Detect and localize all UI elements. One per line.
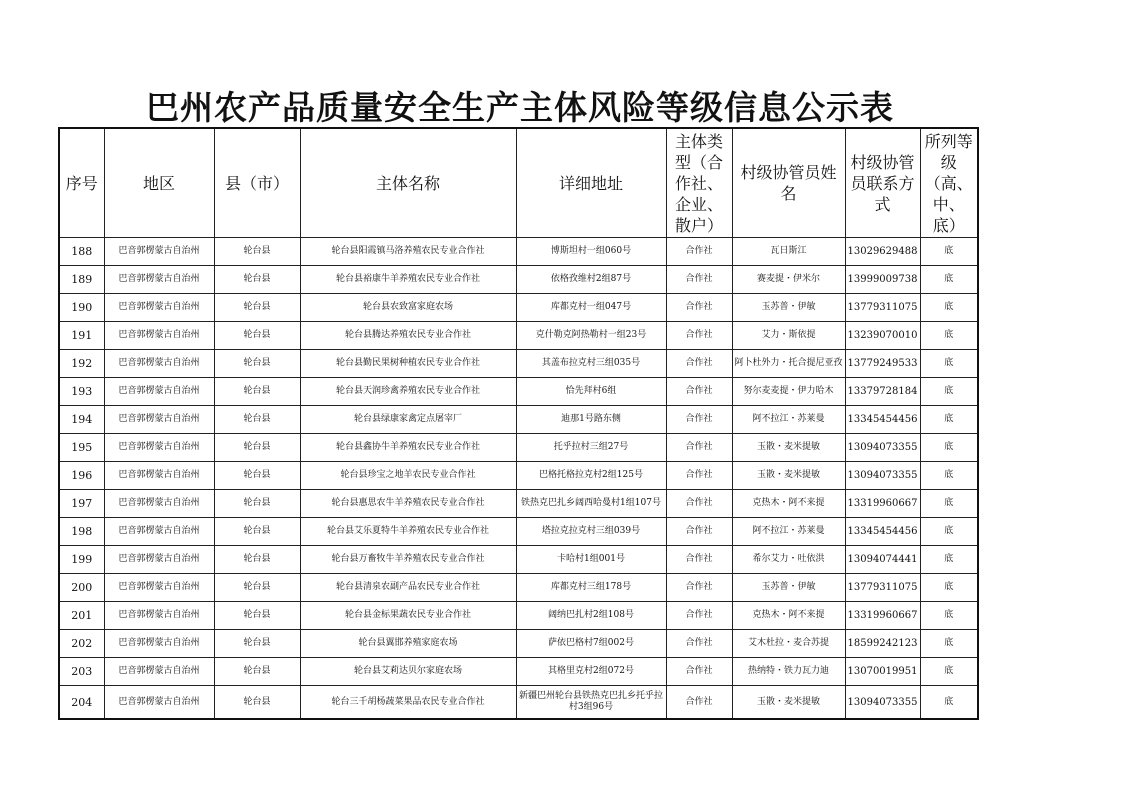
cell-address: 巴格托格拉克村2组125号	[516, 462, 666, 490]
cell-phone: 13779311075	[845, 294, 920, 322]
header-address: 详细地址	[516, 128, 666, 238]
table-row	[59, 406, 978, 434]
table-row	[59, 378, 978, 406]
cell-type: 合作社	[666, 602, 732, 630]
header-type: 主体类型（合作社、企业、散户）	[666, 128, 732, 238]
cell-address: 托乎拉村三组27号	[516, 434, 666, 462]
risk-level-table	[58, 127, 979, 720]
cell-county: 轮台县	[214, 406, 300, 434]
cell-level: 底	[920, 686, 978, 720]
cell-officer: 玉苏普・伊敏	[732, 294, 845, 322]
cell-region: 巴音郭楞蒙古自治州	[104, 574, 214, 602]
cell-entity: 轮台县艾莉达贝尔家庭农场	[300, 658, 516, 686]
table-row	[59, 630, 978, 658]
cell-entity: 轮台县农致富家庭农场	[300, 294, 516, 322]
cell-officer: 玉散・麦米提敏	[732, 686, 845, 720]
cell-type: 合作社	[666, 322, 732, 350]
cell-address: 铁热克巴扎乡阔西哈曼村1组107号	[516, 490, 666, 518]
cell-county: 轮台县	[214, 546, 300, 574]
cell-officer: 瓦日斯江	[732, 238, 845, 266]
cell-region: 巴音郭楞蒙古自治州	[104, 406, 214, 434]
cell-phone: 13239070010	[845, 322, 920, 350]
cell-county: 轮台县	[214, 238, 300, 266]
cell-phone: 13029629488	[845, 238, 920, 266]
header-level: 所列等级（高、中、底）	[920, 128, 978, 238]
cell-level: 底	[920, 294, 978, 322]
cell-type: 合作社	[666, 406, 732, 434]
cell-type: 合作社	[666, 238, 732, 266]
cell-level: 底	[920, 406, 978, 434]
cell-region: 巴音郭楞蒙古自治州	[104, 322, 214, 350]
cell-entity: 轮台县腾达养殖农民专业合作社	[300, 322, 516, 350]
table-row	[59, 266, 978, 294]
cell-phone: 13070019951	[845, 658, 920, 686]
cell-address: 依格孜维村2组87号	[516, 266, 666, 294]
cell-address: 克什勒克阿热勒村一组23号	[516, 322, 666, 350]
cell-region: 巴音郭楞蒙古自治州	[104, 378, 214, 406]
cell-level: 底	[920, 378, 978, 406]
header-entity: 主体名称	[300, 128, 516, 238]
cell-entity: 轮台县艾乐夏特牛羊养殖农民专业合作社	[300, 518, 516, 546]
cell-county: 轮台县	[214, 686, 300, 720]
header-row	[59, 128, 978, 238]
cell-type: 合作社	[666, 490, 732, 518]
table-row	[59, 294, 978, 322]
cell-region: 巴音郭楞蒙古自治州	[104, 266, 214, 294]
cell-level: 底	[920, 658, 978, 686]
cell-seq: 196	[59, 462, 104, 490]
cell-level: 底	[920, 630, 978, 658]
cell-officer: 克热木・阿不来提	[732, 490, 845, 518]
cell-county: 轮台县	[214, 434, 300, 462]
cell-seq: 199	[59, 546, 104, 574]
cell-address: 萨依巴格村7组002号	[516, 630, 666, 658]
table-row	[59, 434, 978, 462]
cell-type: 合作社	[666, 686, 732, 720]
cell-county: 轮台县	[214, 294, 300, 322]
cell-level: 底	[920, 238, 978, 266]
table-row	[59, 546, 978, 574]
cell-address: 卡哈村1组001号	[516, 546, 666, 574]
cell-seq: 198	[59, 518, 104, 546]
cell-officer: 玉散・麦米提敏	[732, 434, 845, 462]
cell-officer: 希尔艾力・吐依洪	[732, 546, 845, 574]
table-row	[59, 322, 978, 350]
cell-county: 轮台县	[214, 658, 300, 686]
cell-phone: 13094073355	[845, 462, 920, 490]
cell-officer: 阿不拉江・苏莱曼	[732, 406, 845, 434]
cell-officer: 克热木・阿不来提	[732, 602, 845, 630]
cell-county: 轮台县	[214, 574, 300, 602]
cell-address: 其格里克村2组072号	[516, 658, 666, 686]
table-row	[59, 574, 978, 602]
cell-county: 轮台县	[214, 490, 300, 518]
cell-officer: 阿不拉江・苏莱曼	[732, 518, 845, 546]
cell-county: 轮台县	[214, 518, 300, 546]
cell-entity: 轮台三千胡杨蔬菜果品农民专业合作社	[300, 686, 516, 720]
cell-county: 轮台县	[214, 462, 300, 490]
cell-officer: 赛麦提・伊米尔	[732, 266, 845, 294]
cell-seq: 189	[59, 266, 104, 294]
cell-type: 合作社	[666, 658, 732, 686]
table-row	[59, 238, 978, 266]
cell-level: 底	[920, 518, 978, 546]
cell-county: 轮台县	[214, 266, 300, 294]
cell-entity: 轮台县金标果蔬农民专业合作社	[300, 602, 516, 630]
cell-seq: 193	[59, 378, 104, 406]
cell-entity: 轮台县惠思农牛羊养殖农民专业合作社	[300, 490, 516, 518]
cell-region: 巴音郭楞蒙古自治州	[104, 294, 214, 322]
cell-phone: 13379728184	[845, 378, 920, 406]
cell-region: 巴音郭楞蒙古自治州	[104, 686, 214, 720]
cell-type: 合作社	[666, 462, 732, 490]
header-seq: 序号	[59, 128, 104, 238]
cell-level: 底	[920, 322, 978, 350]
cell-county: 轮台县	[214, 322, 300, 350]
cell-officer: 努尔麦麦提・伊力哈木	[732, 378, 845, 406]
cell-type: 合作社	[666, 294, 732, 322]
header-officer: 村级协管员姓名	[732, 128, 845, 238]
cell-address: 库都克村三组178号	[516, 574, 666, 602]
cell-type: 合作社	[666, 266, 732, 294]
cell-entity: 轮台县清泉农副产品农民专业合作社	[300, 574, 516, 602]
cell-type: 合作社	[666, 518, 732, 546]
cell-address: 阔纳巴扎村2组108号	[516, 602, 666, 630]
page-title: 巴州农产品质量安全生产主体风险等级信息公示表	[146, 88, 894, 127]
cell-address: 博斯坦村一组060号	[516, 238, 666, 266]
cell-entity: 轮台县阳霞镇马洛养殖农民专业合作社	[300, 238, 516, 266]
cell-entity: 轮台县万畜牧牛羊养殖农民专业合作社	[300, 546, 516, 574]
cell-phone: 13094073355	[845, 434, 920, 462]
cell-phone: 13094073355	[845, 686, 920, 720]
cell-seq: 191	[59, 322, 104, 350]
cell-seq: 202	[59, 630, 104, 658]
cell-phone: 13779249533	[845, 350, 920, 378]
cell-seq: 192	[59, 350, 104, 378]
header-region: 地区	[104, 128, 214, 238]
cell-phone: 18599242123	[845, 630, 920, 658]
cell-officer: 艾力・斯依提	[732, 322, 845, 350]
cell-level: 底	[920, 574, 978, 602]
cell-entity: 轮台县翼邯养殖家庭农场	[300, 630, 516, 658]
cell-seq: 204	[59, 686, 104, 720]
cell-level: 底	[920, 602, 978, 630]
cell-type: 合作社	[666, 378, 732, 406]
cell-region: 巴音郭楞蒙古自治州	[104, 602, 214, 630]
cell-entity: 轮台县鑫协牛羊养殖农民专业合作社	[300, 434, 516, 462]
cell-address: 迪那1号路东侧	[516, 406, 666, 434]
cell-address: 其盖布拉克村三组035号	[516, 350, 666, 378]
table-row	[59, 518, 978, 546]
cell-entity: 轮台县勤民果树种植农民专业合作社	[300, 350, 516, 378]
cell-phone: 13345454456	[845, 406, 920, 434]
cell-phone: 13319960667	[845, 602, 920, 630]
cell-seq: 190	[59, 294, 104, 322]
cell-address: 塔拉克拉克村三组039号	[516, 518, 666, 546]
cell-level: 底	[920, 350, 978, 378]
cell-address: 恰先拜村6组	[516, 378, 666, 406]
cell-type: 合作社	[666, 350, 732, 378]
cell-region: 巴音郭楞蒙古自治州	[104, 630, 214, 658]
cell-seq: 201	[59, 602, 104, 630]
cell-officer: 玉苏普・伊敏	[732, 574, 845, 602]
cell-entity: 轮台县珍宝之地羊农民专业合作社	[300, 462, 516, 490]
cell-officer: 玉散・麦米提敏	[732, 462, 845, 490]
cell-type: 合作社	[666, 546, 732, 574]
cell-region: 巴音郭楞蒙古自治州	[104, 350, 214, 378]
cell-entity: 轮台县裕康牛羊养殖农民专业合作社	[300, 266, 516, 294]
header-phone: 村级协管员联系方式	[845, 128, 920, 238]
table-row	[59, 686, 978, 720]
cell-phone: 13319960667	[845, 490, 920, 518]
table-row	[59, 658, 978, 686]
cell-region: 巴音郭楞蒙古自治州	[104, 658, 214, 686]
cell-region: 巴音郭楞蒙古自治州	[104, 546, 214, 574]
cell-seq: 188	[59, 238, 104, 266]
cell-level: 底	[920, 434, 978, 462]
cell-region: 巴音郭楞蒙古自治州	[104, 434, 214, 462]
cell-region: 巴音郭楞蒙古自治州	[104, 490, 214, 518]
cell-level: 底	[920, 266, 978, 294]
cell-region: 巴音郭楞蒙古自治州	[104, 518, 214, 546]
table-body	[59, 238, 978, 720]
cell-phone: 13094074441	[845, 546, 920, 574]
cell-level: 底	[920, 462, 978, 490]
cell-type: 合作社	[666, 434, 732, 462]
cell-county: 轮台县	[214, 602, 300, 630]
cell-level: 底	[920, 546, 978, 574]
cell-address: 库都克村一组047号	[516, 294, 666, 322]
cell-phone: 13999009738	[845, 266, 920, 294]
cell-phone: 13779311075	[845, 574, 920, 602]
cell-entity: 轮台县天润珍禽养殖农民专业合作社	[300, 378, 516, 406]
cell-address: 新疆巴州轮台县铁热克巴扎乡托乎拉村3组96号	[516, 686, 666, 720]
cell-officer: 艾木杜拉・麦合苏提	[732, 630, 845, 658]
cell-type: 合作社	[666, 630, 732, 658]
cell-type: 合作社	[666, 574, 732, 602]
cell-region: 巴音郭楞蒙古自治州	[104, 238, 214, 266]
cell-county: 轮台县	[214, 630, 300, 658]
table-row	[59, 350, 978, 378]
cell-county: 轮台县	[214, 350, 300, 378]
cell-level: 底	[920, 490, 978, 518]
cell-entity: 轮台县绿康家禽定点屠宰厂	[300, 406, 516, 434]
cell-seq: 197	[59, 490, 104, 518]
cell-phone: 13345454456	[845, 518, 920, 546]
cell-officer: 热纳特・铁力瓦力迪	[732, 658, 845, 686]
table-row	[59, 462, 978, 490]
cell-county: 轮台县	[214, 378, 300, 406]
table-row	[59, 602, 978, 630]
cell-officer: 阿卜杜外力・托合提尼亚孜	[732, 350, 845, 378]
cell-seq: 194	[59, 406, 104, 434]
table-row	[59, 490, 978, 518]
header-county: 县（市）	[214, 128, 300, 238]
cell-seq: 200	[59, 574, 104, 602]
cell-seq: 203	[59, 658, 104, 686]
cell-region: 巴音郭楞蒙古自治州	[104, 462, 214, 490]
cell-seq: 195	[59, 434, 104, 462]
